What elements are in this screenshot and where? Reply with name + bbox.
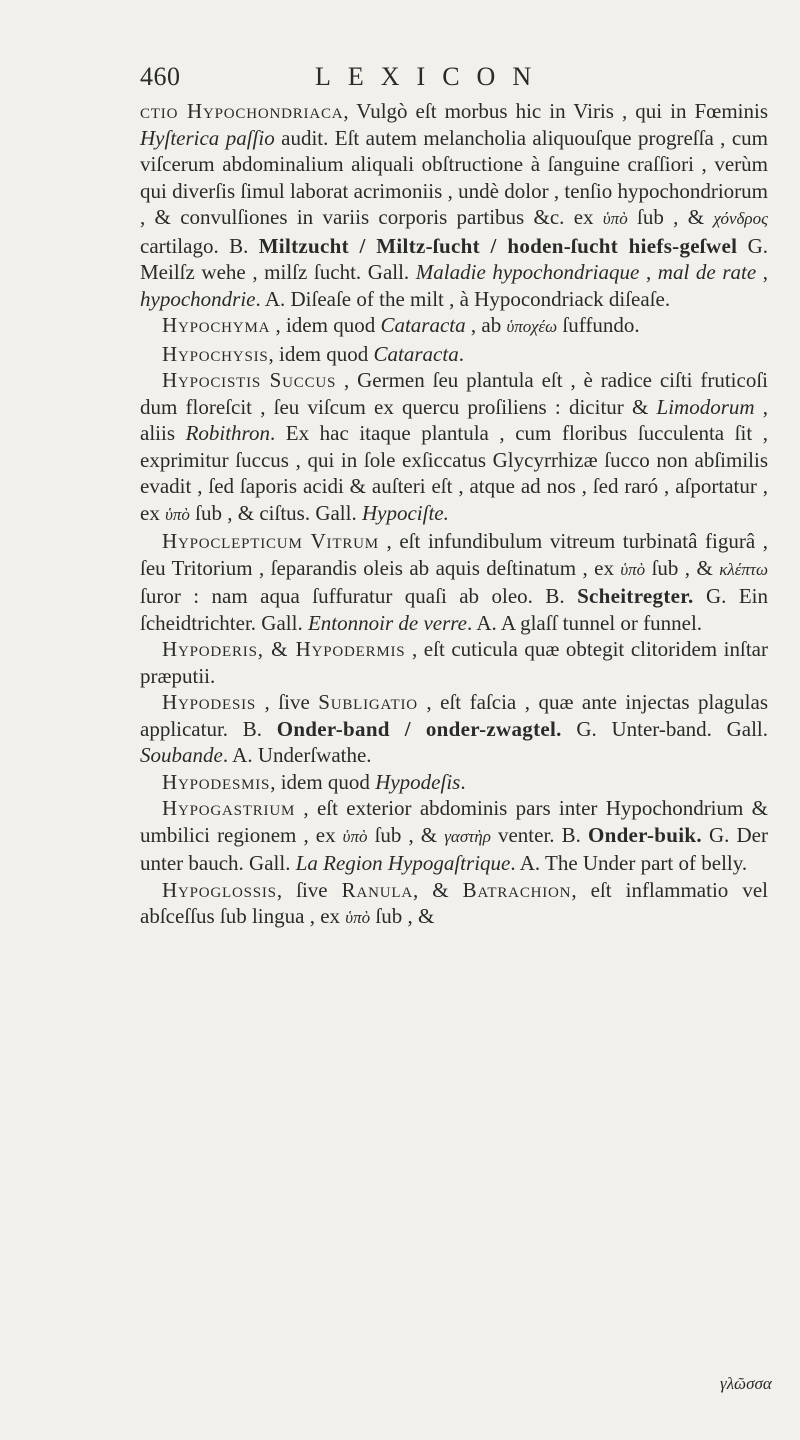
dictionary-entry [140,689,768,769]
entry-text: , Germen ſeu plantula eſt , è radice ciſti fruticoſi dum floreſcit , ſeu viſcum ex quercu proſiliens : dicitur & [140,368,769,419]
dictionary-entry [140,528,768,636]
headword: Hypochyma [162,313,271,337]
italic-term: La Region Hypogaſtrique [295,851,511,875]
dictionary-entry [140,341,768,368]
entry-text: , eſt inflammatio vel abſceſſus ſub lingua , ex [140,877,768,928]
entry-text: , ſive [256,690,319,714]
dictionary-entry [140,636,768,689]
entry-text: , idem quod [270,769,376,794]
italic-term: Cataracta [373,341,459,366]
italic-term: Maladie hypochondriaque [415,260,640,284]
headword: Batrachion [462,877,572,902]
entry-text: , Vulgò eſt morbus hic in Viris , qui in Fœminis [343,99,769,123]
headword: Hypoglossis [162,877,277,902]
italic-term: Robithron [185,421,270,445]
greek-etymon: ὑπὸ [345,908,371,927]
italic-term: Limodorum [656,394,755,419]
dictionary-entry [140,312,768,341]
page-number: 460 [140,62,181,91]
entry-text: , [639,260,658,284]
headword: Hypodesmis [162,769,271,794]
entry-text: audit. Eſt autem melancholia aliquouſque progreſſa , cum viſcerum abdominalium aliquali obſtructione à ſanguine craſſiori , verùm qui diverſis ſimul laborat acrimoniis , undè dolor , tenſio hypochondriorum , & convulſiones in variis corporis partibus &c. ex [140,125,768,229]
dutch-term: Onder-band / onder-zwagtel. [276,716,562,741]
entry-text: . A. The Under part of belly. [510,851,748,875]
headword: ctio Hypochondriaca [140,99,344,123]
entry-text: . A. A glaſſ tunnel or funnel. [466,610,703,635]
entry-text: ſuffundo. [557,313,640,337]
italic-term: Hypociſte. [361,500,449,525]
entry-text: , ab [465,313,507,337]
entry-text: cartilago. B. [140,233,259,258]
italic-term: Cataracta [380,313,466,337]
dutch-term: Scheitregter. [577,584,694,608]
greek-etymon: γαστὴρ [444,826,491,846]
entry-text: , idem quod [270,313,381,337]
entry-text: . [458,341,464,366]
dictionary-entries [140,98,768,932]
headword: Hypochysis [162,341,269,366]
entry-text: , aliis [140,394,769,445]
entry-text: G. Der unter bauch. Gall. [140,822,768,875]
entry-text: , eſt exterior abdominis pars inter Hypochondrium & umbilici regionem , ex [140,796,768,847]
dictionary-entry [140,98,768,312]
dictionary-entry [140,367,768,528]
entry-text: . A. Diſeaſe of the milt , à Hypocondriack diſeaſe. [255,286,671,311]
headword: Subligatio [318,690,418,714]
italic-term: Hyſterica paſſio [140,125,275,150]
dutch-term: Miltzucht / Miltz-ſucht / hoden-ſucht hiefs-geſwel [258,233,738,258]
greek-etymon: ὑπὸ [602,209,628,228]
headword: Hypodesis [162,690,257,714]
greek-etymon: ὑπὸ [620,559,646,579]
entry-text: , & [412,877,463,902]
headword: Hypoderis, & Hypodermis [162,637,406,661]
entry-text: ſuror : nam aqua ſuffuratur quaſi ab oleo. B. [140,584,578,608]
entry-text: ſub , & [645,555,720,580]
entry-text: . [460,769,466,794]
entry-text: ſub , & [370,904,435,928]
italic-term: mal de rate [657,260,757,284]
greek-etymon: ὑποχέω [506,317,558,336]
dictionary-entry [140,795,768,877]
headword: Hypocistis Succus [162,368,337,392]
dutch-term: Onder-buik. [587,822,702,847]
italic-term: hypochondrie [140,286,256,311]
entry-text: . A. Underſwathe. [222,743,372,767]
headword: Ranula [341,877,413,902]
greek-etymon: κλέπτω [719,559,769,579]
italic-term: Soubande [140,743,223,767]
entry-text: ſub , & [367,822,445,847]
entry-text: . Ex hac itaque plantula , cum floribus ſucculenta ſit , exprimitur ſuccus , qui in ſole exſiccatus Glycyrrhizæ ſucco non abſimilis evadit , ſed ſaporis acidi & auſteri eſt , atque ad nos , ſed raró , aſportatur , ex [140,421,768,525]
entry-text: , ſive [276,877,342,902]
entry-text: , eſt cuticula quæ obtegit clitoridem inſtar præputii. [140,637,768,688]
entry-text: , eſt infundibulum vitreum turbinatâ figurâ , ſeu Tritorium , ſeparandis oleis ab aquis deſtinatum , ex [140,529,769,580]
entry-text: ſub , & ciſtus. Gall. [189,500,362,525]
italic-term: Hypodeſis [375,769,461,794]
greek-etymon: χόνδρος [713,209,768,228]
dictionary-entry [140,769,768,796]
entry-text: venter. B. [490,822,588,847]
headword: Hypoclepticum Vitrum [162,529,379,553]
entry-text: G. Ein ſcheidtrichter. Gall. [140,584,768,635]
entry-text: ſub , & [627,205,714,229]
running-title: LEXICON [315,62,549,91]
entry-text: , eſt faſcia , quæ ante injectas plagulas applicatur. B. [140,690,768,741]
catchword: γλῶσσα [720,1374,772,1393]
greek-etymon: ὑπὸ [165,504,190,524]
page-header [140,62,740,98]
italic-term: Entonnoir de verre [307,610,467,635]
greek-etymon: ὑπὸ [342,826,368,846]
entry-text: G. Meilſz wehe , milſz ſucht. Gall. [140,233,769,284]
dictionary-entry [140,877,768,932]
entry-text: , idem quod [268,341,374,366]
headword: Hypogastrium [162,796,296,820]
entry-text: G. Unter-band. Gall. [561,716,769,741]
entry-text: , [756,260,769,284]
